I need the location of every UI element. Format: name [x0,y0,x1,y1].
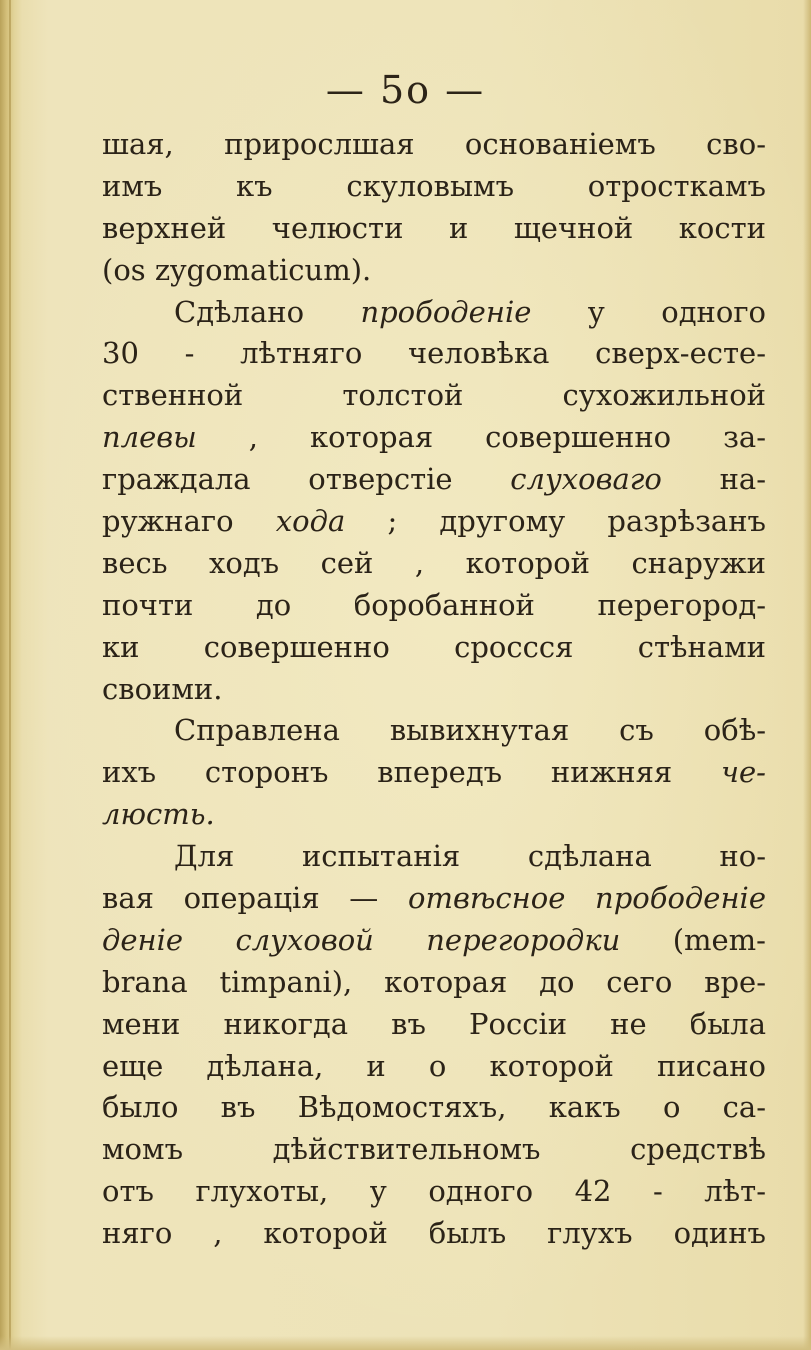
text-segment: Для испытанія сдѣлана но- [174,839,766,874]
italic-term: слуховаго [510,462,662,497]
text-segment: ихъ сторонъ впередъ нижняя [102,755,721,790]
italic-term: прободеніе [360,294,532,329]
text-line [102,250,766,292]
text-line [102,166,766,208]
text-line [102,459,766,501]
text-segment: было въ Вѣдомостяхъ, какъ о са- [102,1090,766,1125]
text-segment: еще дѣлана, и о которой писано [102,1048,766,1083]
text-line [102,920,766,962]
text-line [102,292,766,334]
text-line [102,543,766,585]
text-segment: момъ дѣйствительномъ средствѣ [102,1132,766,1167]
text-line [102,962,766,1004]
text-segment: brana timpani), которая до сего вре- [102,964,766,999]
text-line [102,417,766,459]
text-line [102,836,766,878]
text-line [102,1129,766,1171]
italic-term: хода [275,504,346,539]
text-segment: , которая совершенно за- [196,420,766,455]
text-line [102,752,766,794]
text-line [102,333,766,375]
text-line [102,375,766,417]
italic-term: отвѣсное прободеніе [407,881,766,916]
text-segment: мени никогда въ Россіи не была [102,1006,766,1041]
text-segment: ственной толстой сухожильной [102,378,766,413]
text-line [102,794,766,836]
text-segment: вая операція — [102,881,408,916]
text-segment: верхней челюсти и щечной кости [102,210,766,245]
text-line [102,627,766,669]
italic-term: че- [720,755,766,790]
page-number: — 5о — [325,68,486,112]
text-segment: своими. [102,671,223,706]
text-segment: имъ къ скуловымъ отросткамъ [102,168,766,203]
text-segment: отъ глухоты, у одного 42 - лѣт- [102,1174,766,1209]
text-segment: на- [661,462,766,497]
text-line [102,710,766,752]
binding-edge [0,0,22,1350]
text-line [102,208,766,250]
text-segment: у одного [531,294,766,329]
text-segment: почти до боробанной перегород- [102,587,766,622]
text-segment: ружнаго [102,504,276,539]
italic-term: люсть. [102,797,215,832]
text-segment: ки совершенно сроссся стѣнами [102,629,766,664]
text-segment: Сдѣлано [174,294,361,329]
text-line [102,501,766,543]
text-segment: (mem- [620,922,766,957]
text-line [102,1046,766,1088]
body-text [102,124,766,1255]
text-line [102,669,766,711]
text-segment: граждала отверстіе [102,462,511,497]
text-line [102,878,766,920]
text-segment: Справлена вывихнутая съ обѣ- [174,713,766,748]
text-line [102,1004,766,1046]
text-line [102,1087,766,1129]
text-line [102,1171,766,1213]
italic-term: деніе слуховой перегородки [102,922,621,957]
text-segment: шая, прирослшая основаніемъ сво- [102,127,766,161]
italic-term: плевы [102,420,197,455]
text-segment: ; другому разрѣзанъ [345,504,766,539]
text-line [102,1213,766,1255]
text-segment: няго , которой былъ глухъ одинъ [102,1216,766,1251]
text-segment: (os zygomaticum). [102,252,372,287]
page-right-edge [803,0,811,1350]
text-line [102,585,766,627]
text-line [102,124,766,166]
text-segment: весь ходъ сей , которой снаружи [102,545,766,580]
page-bottom-edge [0,1336,811,1350]
binding-line [9,0,11,1350]
text-segment: 30 - лѣтняго человѣка сверх-есте- [102,336,766,371]
